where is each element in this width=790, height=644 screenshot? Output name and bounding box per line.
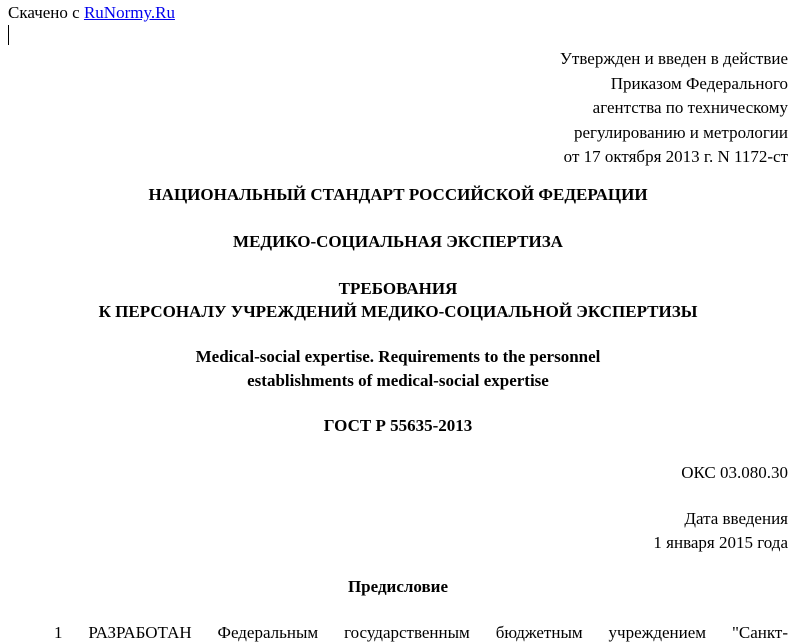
english-title-line: establishments of medical-social expertise	[247, 371, 549, 390]
requirements-line: К ПЕРСОНАЛУ УЧРЕЖДЕНИЙ МЕДИКО-СОЦИАЛЬНОЙ ЭКСПЕРТИЗЫ	[98, 302, 698, 321]
text-cursor	[8, 25, 9, 45]
english-title-line: Medical-social expertise. Requirements to the personnel	[195, 347, 601, 366]
english-title	[0, 345, 790, 393]
source-prefix: Скачено с	[8, 3, 84, 22]
approval-block	[560, 47, 788, 170]
requirements-line: ТРЕБОВАНИЯ	[338, 279, 458, 298]
oks-code: ОКС 03.080.30	[681, 463, 788, 482]
national-standard-heading: НАЦИОНАЛЬНЫЙ СТАНДАРТ РОССИЙСКОЙ ФЕДЕРАЦИИ	[148, 185, 648, 204]
source-line	[8, 3, 175, 23]
approval-line: Приказом Федерального	[610, 73, 788, 93]
introduction-date-value: 1 января 2015 года	[653, 533, 788, 552]
preface-heading: Предисловие	[347, 577, 449, 596]
source-link[interactable]: RuNormy.Ru	[83, 3, 175, 22]
approval-line: от 17 октября 2013 г. N 1172-ст	[563, 147, 788, 166]
introduction-date	[653, 507, 788, 555]
approval-line: Утвержден и введен в действие	[559, 49, 788, 68]
introduction-date-label: Дата введения	[684, 509, 788, 528]
requirements-heading	[0, 277, 790, 323]
approval-line: агентства по техническому	[592, 98, 788, 117]
gost-number: ГОСТ Р 55635-2013	[323, 416, 473, 435]
approval-line: регулированию и метрологии	[573, 122, 788, 142]
body-paragraph: 1 РАЗРАБОТАН Федеральным государственным бюджетным учреждением "Санкт-	[54, 623, 788, 642]
standard-title: МЕДИКО-СОЦИАЛЬНАЯ ЭКСПЕРТИЗА	[233, 232, 563, 251]
